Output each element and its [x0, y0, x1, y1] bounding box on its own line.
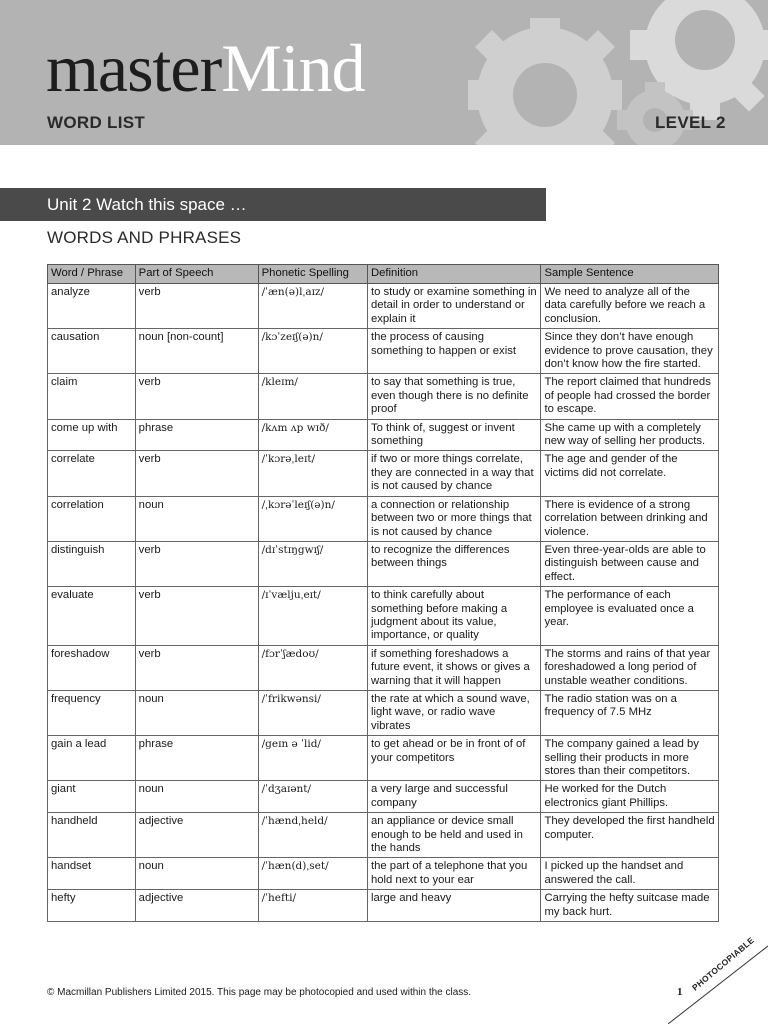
table-row	[48, 329, 719, 374]
word-cell: distinguish	[48, 541, 136, 586]
part-of-speech-cell: verb	[135, 587, 258, 646]
phonetic-cell: /ˈhændˌheld/	[258, 813, 367, 858]
word-cell: correlation	[48, 496, 136, 541]
table-row	[48, 645, 719, 690]
word-cell: analyze	[48, 284, 136, 329]
table-row	[48, 813, 719, 858]
word-cell: hefty	[48, 890, 136, 922]
part-of-speech-cell: noun	[135, 858, 258, 890]
definition-cell: the rate at which a sound wave, light wave, or radio wave vibrates	[367, 690, 541, 735]
word-cell: frequency	[48, 690, 136, 735]
word-list-label: WORD LIST	[47, 113, 146, 132]
part-of-speech-cell: noun	[135, 781, 258, 813]
word-cell: claim	[48, 374, 136, 419]
column-header-definition: Definition	[367, 265, 541, 284]
part-of-speech-cell: adjective	[135, 813, 258, 858]
part-of-speech-cell: verb	[135, 645, 258, 690]
sample-sentence-cell: They developed the first handheld computer.	[541, 813, 719, 858]
sample-sentence-cell: The performance of each employee is evaluated once a year.	[541, 587, 719, 646]
table-row	[48, 781, 719, 813]
phonetic-cell: /ˈhefti/	[258, 890, 367, 922]
copyright-notice: © Macmillan Publishers Limited 2015. This page may be photocopied and used within the class.	[47, 987, 472, 998]
phonetic-cell: /kɔˈzeɪʃ(ə)n/	[258, 329, 367, 374]
table-row	[48, 587, 719, 646]
definition-cell: to recognize the differences between things	[367, 541, 541, 586]
table-row	[48, 284, 719, 329]
definition-cell: to study or examine something in detail in order to understand or explain it	[367, 284, 541, 329]
definition-cell: the part of a telephone that you hold next to your ear	[367, 858, 541, 890]
sample-sentence-cell: Even three-year-olds are able to distinguish between cause and effect.	[541, 541, 719, 586]
logo-part-mind: Mind	[221, 30, 365, 106]
definition-cell: to think carefully about something before making a judgment about its value, importance, or quality	[367, 587, 541, 646]
definition-cell: if something foreshadows a future event, it shows or gives a warning that it will happen	[367, 645, 541, 690]
part-of-speech-cell: verb	[135, 374, 258, 419]
sample-sentence-cell: There is evidence of a strong correlation between drinking and violence.	[541, 496, 719, 541]
phonetic-cell: /ˌkɔrəˈleɪʃ(ə)n/	[258, 496, 367, 541]
column-header-word: Word / Phrase	[48, 265, 136, 284]
section-title: WORDS AND PHRASES	[47, 228, 242, 247]
phonetic-cell: /dɪˈstɪŋgwɪʃ/	[258, 541, 367, 586]
unit-title: Unit 2 Watch this space …	[47, 195, 247, 214]
page-header	[0, 0, 768, 145]
definition-cell: the process of causing something to happen or exist	[367, 329, 541, 374]
column-header-part-of-speech: Part of Speech	[135, 265, 258, 284]
definition-cell: to say that something is true, even though there is no definite proof	[367, 374, 541, 419]
definition-cell: to get ahead or be in front of of your competitors	[367, 736, 541, 781]
sample-sentence-cell: I picked up the handset and answered the call.	[541, 858, 719, 890]
sample-sentence-cell: She came up with a completely new way of selling her products.	[541, 419, 719, 451]
part-of-speech-cell: phrase	[135, 419, 258, 451]
table-row	[48, 419, 719, 451]
word-cell: correlate	[48, 451, 136, 496]
phonetic-cell: /ɪˈvæljuˌeɪt/	[258, 587, 367, 646]
phonetic-cell: /kʌm ʌp wɪð/	[258, 419, 367, 451]
word-cell: handheld	[48, 813, 136, 858]
phonetic-cell: /kleɪm/	[258, 374, 367, 419]
sample-sentence-cell: The storms and rains of that year foreshadowed a long period of unstable weather conditions.	[541, 645, 719, 690]
table-row	[48, 541, 719, 586]
table-row	[48, 690, 719, 735]
part-of-speech-cell: verb	[135, 284, 258, 329]
phonetic-cell: /fɔrˈʃædoʊ/	[258, 645, 367, 690]
word-cell: evaluate	[48, 587, 136, 646]
sample-sentence-cell: He worked for the Dutch electronics giant Phillips.	[541, 781, 719, 813]
part-of-speech-cell: adjective	[135, 890, 258, 922]
definition-cell: large and heavy	[367, 890, 541, 922]
sample-sentence-cell: The radio station was on a frequency of 7.5 MHz	[541, 690, 719, 735]
photocopiable-corner-icon	[668, 944, 768, 1024]
definition-cell: a connection or relationship between two or more things that is not caused by chance	[367, 496, 541, 541]
definition-cell: a very large and successful company	[367, 781, 541, 813]
part-of-speech-cell: verb	[135, 541, 258, 586]
level-label: LEVEL 2	[655, 113, 726, 132]
part-of-speech-cell: verb	[135, 451, 258, 496]
table-header-row	[48, 265, 719, 284]
word-cell: handset	[48, 858, 136, 890]
definition-cell: To think of, suggest or invent something	[367, 419, 541, 451]
word-cell: giant	[48, 781, 136, 813]
sample-sentence-cell: We need to analyze all of the data carefully before we reach a conclusion.	[541, 284, 719, 329]
sample-sentence-cell: Since they don’t have enough evidence to prove causation, they don’t know how the fire started.	[541, 329, 719, 374]
table-row	[48, 858, 719, 890]
sample-sentence-cell: The report claimed that hundreds of people had crossed the border to escape.	[541, 374, 719, 419]
phonetic-cell: /ˈkɔrəˌleɪt/	[258, 451, 367, 496]
column-header-sample-sentence: Sample Sentence	[541, 265, 719, 284]
phonetic-cell: /ˈfrikwənsi/	[258, 690, 367, 735]
part-of-speech-cell: noun	[135, 690, 258, 735]
table-row	[48, 736, 719, 781]
phonetic-cell: /ˈæn(ə)lˌaɪz/	[258, 284, 367, 329]
page-number: 1	[677, 986, 683, 998]
phonetic-cell: /ˈdʒaɪənt/	[258, 781, 367, 813]
table-row	[48, 451, 719, 496]
word-list-table	[47, 264, 719, 922]
mastermind-logo	[46, 28, 365, 108]
table-row	[48, 374, 719, 419]
part-of-speech-cell: noun [non-count]	[135, 329, 258, 374]
word-cell: causation	[48, 329, 136, 374]
unit-title-bar	[0, 188, 546, 221]
table-body	[48, 284, 719, 922]
sample-sentence-cell: Carrying the hefty suitcase made my back hurt.	[541, 890, 719, 922]
table-row	[48, 890, 719, 922]
phonetic-cell: /geɪn ə ˈlid/	[258, 736, 367, 781]
definition-cell: an appliance or device small enough to be held and used in the hands	[367, 813, 541, 858]
definition-cell: if two or more things correlate, they are connected in a way that is not caused by chance	[367, 451, 541, 496]
word-cell: foreshadow	[48, 645, 136, 690]
sample-sentence-cell: The company gained a lead by selling their products in more stores than their competitors.	[541, 736, 719, 781]
word-cell: come up with	[48, 419, 136, 451]
table-row	[48, 496, 719, 541]
column-header-phonetic: Phonetic Spelling	[258, 265, 367, 284]
phonetic-cell: /ˈhæn(d)ˌset/	[258, 858, 367, 890]
photocopiable-label: PHOTOCOPIABLE	[690, 934, 757, 993]
word-cell: gain a lead	[48, 736, 136, 781]
sample-sentence-cell: The age and gender of the victims did not correlate.	[541, 451, 719, 496]
part-of-speech-cell: phrase	[135, 736, 258, 781]
logo-part-master: master	[46, 30, 222, 106]
part-of-speech-cell: noun	[135, 496, 258, 541]
